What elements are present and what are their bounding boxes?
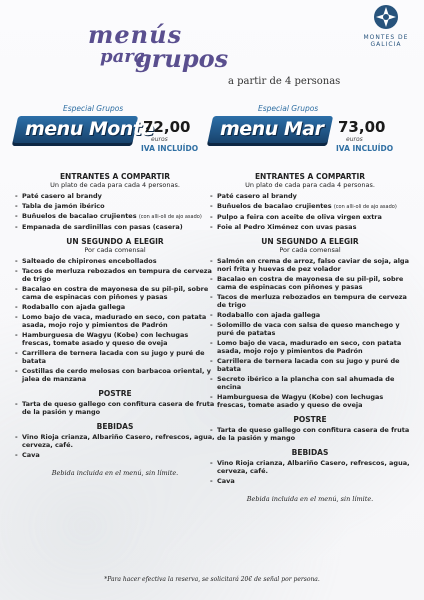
- entrantes-sub: Un plato de cada para cada 4 personas.: [245, 181, 375, 189]
- bebidas-title: BEBIDAS: [96, 422, 134, 431]
- postres-list: [15, 400, 215, 416]
- euros-label: euros: [346, 136, 363, 143]
- list-item: - Tarta de queso gallego con confitura casera de fruta de la pasión y mango: [210, 426, 410, 442]
- list-item: - Lomo bajo de vaca, madurado en seco, con patata asada, mojo rojo y pimientos de Padrón: [210, 339, 410, 355]
- list-item: - Rodaballo con ajada gallega: [15, 303, 215, 311]
- menu-price: 73,00: [338, 118, 386, 136]
- bebida-note: Bebida incluida en el menú, sin límite.: [246, 495, 374, 503]
- iva-label: IVA INCLUÍDO: [141, 144, 199, 153]
- list-item: - Carrillera de ternera lacada con su jugo y puré de batata: [15, 349, 215, 365]
- list-item: - Paté casero al brandy: [210, 192, 410, 200]
- bebidas-list: [15, 433, 215, 459]
- list-item: - Bacalao en costra de mayonesa de su pil-pil, sobre cama de espinacas con piñones y pasas: [15, 285, 215, 301]
- list-item: - Lomo bajo de vaca, madurado en seco, con patata asada, mojo rojo y pimientos de Padrón: [15, 313, 215, 329]
- segundo-sub: Por cada comensal: [279, 246, 341, 254]
- list-item: [210, 202, 410, 211]
- postres-list: [210, 426, 410, 442]
- segundo-title: UN SEGUNDO A ELEGIR: [261, 237, 359, 246]
- list-item: - Carrillera de ternera lacada con su jugo y puré de batata: [210, 357, 410, 373]
- list-item: - Vino Rioja crianza, Albariño Casero, refrescos, agua, cerveza, café.: [15, 433, 215, 449]
- bebida-note: Bebida incluida en el menú, sin límite.: [51, 469, 179, 477]
- menu-name: menu Monte: [25, 118, 154, 140]
- list-item: - Vino Rioja crianza, Albariño Casero, refrescos, agua, cerveza, café.: [210, 459, 410, 475]
- segundos-list: [15, 257, 215, 383]
- entrantes-list: [15, 192, 215, 231]
- menu-price: 72,00: [143, 118, 191, 136]
- list-item: - Pulpo a feira con aceite de oliva virgen extra: [210, 213, 410, 221]
- list-item: - Tacos de merluza rebozados en tempura de cerveza de trigo: [15, 267, 215, 283]
- entrantes-title: ENTRANTES A COMPARTIR: [254, 172, 366, 181]
- list-item: - Salmón en crema de arroz, falso caviar de soja, alga nori frita y huevas de pez volador: [210, 257, 410, 273]
- list-item: - Cava: [210, 477, 410, 485]
- segundo-sub: Por cada comensal: [84, 246, 146, 254]
- subtitle: a partir de 4 personas: [228, 76, 341, 87]
- bebidas-list: [210, 459, 410, 485]
- reservation-footnote: *Para hacer efectiva la reserva, se solicitará 20€ de señal por persona.: [104, 576, 320, 583]
- list-item: - Rodaballo con ajada gallega: [210, 311, 410, 319]
- menu-mar-badge: [210, 104, 410, 166]
- entrantes-list: [210, 192, 410, 231]
- list-item: - Foie al Pedro Ximénez con uvas pasas: [210, 223, 410, 231]
- list-item: - Hamburguesa de Wagyu (Kobe) con lechugas frescas, tomate asado y queso de oveja: [210, 393, 410, 409]
- euros-label: euros: [151, 136, 168, 143]
- bebidas-title: BEBIDAS: [291, 448, 329, 457]
- logo-text: MONTES DE GALICIA: [363, 34, 409, 48]
- item-text: Buñuelos de bacalao crujientes: [22, 212, 137, 220]
- title-menus: menús: [88, 20, 183, 49]
- menu-monte-column: [15, 104, 215, 477]
- list-item: - Tarta de queso gallego con confitura casera de fruta de la pasión y mango: [15, 400, 215, 416]
- list-item: - Costillas de cerdo melosas con barbacoa oriental, y jalea de manzana: [15, 367, 215, 383]
- list-item: - Solomillo de vaca con salsa de queso manchego y puré de patatas: [210, 321, 410, 337]
- menu-name: menu Mar: [220, 118, 324, 140]
- iva-label: IVA INCLUÍDO: [336, 144, 394, 153]
- item-note: (con alli-oli de ajo asado): [138, 214, 202, 220]
- list-item: - Hamburguesa de Wagyu (Kobe) con lechugas frescas, tomate asado y queso de oveja: [15, 331, 215, 347]
- montes-de-galicia-logo: [356, 4, 416, 48]
- especial-grupos-label: Especial Grupos: [258, 104, 319, 113]
- list-item: - Cava: [15, 451, 215, 459]
- postre-title: POSTRE: [98, 389, 132, 398]
- menu-mar-column: [210, 104, 410, 503]
- list-item: - Tabla de jamón ibérico: [15, 202, 215, 210]
- star-logo-icon: [373, 4, 399, 30]
- especial-grupos-label: Especial Grupos: [63, 104, 124, 113]
- title-para: para: [100, 46, 146, 67]
- item-text: Buñuelos de bacalao crujientes: [217, 202, 332, 210]
- list-item: - Salteado de chipirones encebollados: [15, 257, 215, 265]
- title-grupos: grupos: [135, 44, 229, 73]
- list-item: - Tacos de merluza rebozados en tempura de cerveza de trigo: [210, 293, 410, 309]
- item-note: (con alli-oli de ajo asado): [333, 204, 397, 210]
- segundo-title: UN SEGUNDO A ELEGIR: [66, 237, 164, 246]
- segundos-list: [210, 257, 410, 409]
- menu-monte-badge: [15, 104, 215, 166]
- postre-title: POSTRE: [293, 415, 327, 424]
- entrantes-sub: Un plato de cada para cada 4 personas.: [50, 181, 180, 189]
- list-item: - Secreto ibérico a la plancha con sal ahumada de encina: [210, 375, 410, 391]
- list-item: - Bacalao en costra de mayonesa de su pil-pil, sobre cama de espinacas con piñones y pasas: [210, 275, 410, 291]
- list-item: - Empanada de sardinillas con pasas (casera): [15, 223, 215, 231]
- list-item: - Paté casero al brandy: [15, 192, 215, 200]
- list-item: [15, 212, 215, 221]
- entrantes-title: ENTRANTES A COMPARTIR: [59, 172, 171, 181]
